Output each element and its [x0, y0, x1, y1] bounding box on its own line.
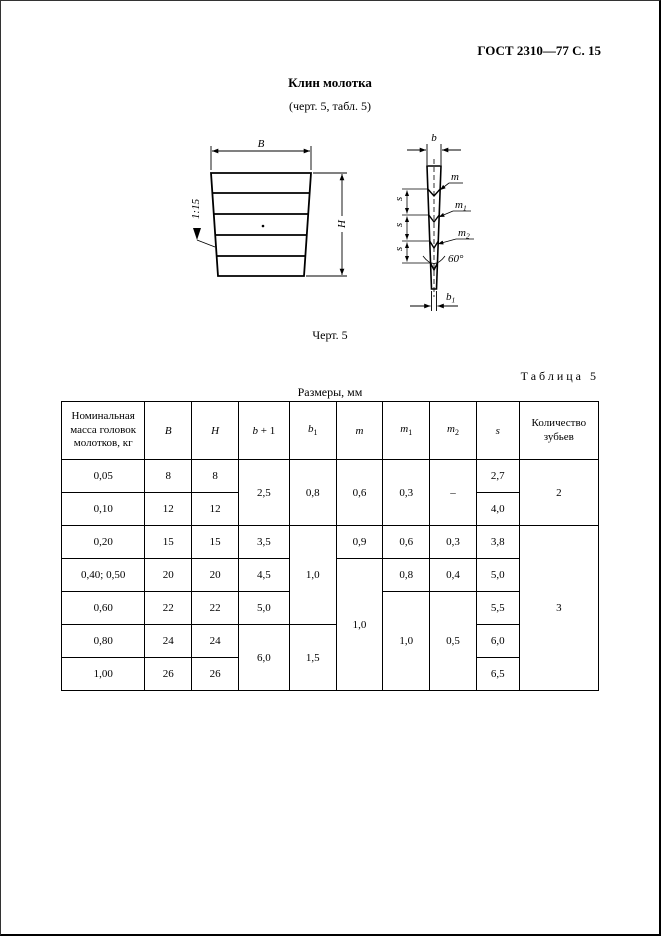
- dim-label-m: m: [451, 171, 459, 183]
- dim-label-H: H: [336, 220, 348, 228]
- cell-B: 24: [145, 625, 192, 658]
- cell-b-plus-1: 6,0: [238, 625, 289, 691]
- cell-b-plus-1: 3,5: [238, 526, 289, 559]
- cell-m: 0,6: [336, 460, 383, 526]
- cell-m2: 0,5: [430, 592, 477, 691]
- cell-B: 26: [145, 658, 192, 691]
- cell-mass: 0,10: [62, 493, 145, 526]
- cell-m1: 0,6: [383, 526, 430, 559]
- taper-symbol-icon: [193, 228, 201, 240]
- col-header-b-plus-1: b + 1: [238, 402, 289, 460]
- table-row: [62, 460, 599, 493]
- cell-s: 4,0: [476, 493, 519, 526]
- cell-mass: 1,00: [62, 658, 145, 691]
- page-subtitle: (черт. 5, табл. 5): [288, 99, 372, 113]
- cell-H: 8: [192, 460, 239, 493]
- cell-mass: 0,80: [62, 625, 145, 658]
- taper-label: 1:15: [190, 198, 202, 220]
- cell-b1: 1,5: [289, 625, 336, 691]
- table-header-row: [62, 402, 599, 460]
- dim-label-s3: s: [393, 246, 405, 252]
- cell-H: 15: [192, 526, 239, 559]
- cell-s: 5,0: [476, 559, 519, 592]
- cell-mass: 0,20: [62, 526, 145, 559]
- cell-teeth: 3: [519, 526, 598, 691]
- cell-H: 24: [192, 625, 239, 658]
- angle-label: 60°: [448, 253, 464, 265]
- wedge-body-outline: [211, 173, 311, 276]
- cell-s: 6,5: [476, 658, 519, 691]
- cell-m1: 1,0: [383, 592, 430, 691]
- cell-B: 12: [145, 493, 192, 526]
- cell-mass: 0,60: [62, 592, 145, 625]
- cell-b-plus-1: 5,0: [238, 592, 289, 625]
- drawing-canvas: [146, 125, 526, 337]
- cell-m: 1,0: [336, 559, 383, 691]
- cell-s: 3,8: [476, 526, 519, 559]
- cell-B: 22: [145, 592, 192, 625]
- cell-b-plus-1: 2,5: [238, 460, 289, 526]
- col-header-m: m: [336, 402, 383, 460]
- technical-drawing: [146, 125, 526, 337]
- cell-B: 15: [145, 526, 192, 559]
- wedge-side-view: [193, 146, 347, 276]
- cell-teeth: 2: [519, 460, 598, 526]
- dim-label-m2: $m_2$: [458, 227, 470, 241]
- col-header-teeth: Количество зубьев: [519, 402, 598, 460]
- center-mark: [262, 225, 265, 228]
- dim-label-b: b: [431, 132, 437, 144]
- dim-label-B: B: [257, 138, 265, 150]
- doc-header: ГОСТ 2310—77 С. 15: [477, 43, 601, 58]
- cell-H: 12: [192, 493, 239, 526]
- cell-mass: 0,40; 0,50: [62, 559, 145, 592]
- cell-s: 5,5: [476, 592, 519, 625]
- cell-B: 8: [145, 460, 192, 493]
- cell-m2: 0,4: [430, 559, 477, 592]
- page-title: Клин молотка: [288, 75, 372, 90]
- cell-s: 6,0: [476, 625, 519, 658]
- col-header-B: B: [145, 402, 192, 460]
- col-header-H: H: [192, 402, 239, 460]
- dimensions-table: [61, 401, 599, 691]
- cell-b-plus-1: 4,5: [238, 559, 289, 592]
- cell-m2: 0,3: [430, 526, 477, 559]
- col-header-b1: $b_1$: [289, 402, 336, 460]
- col-header-s: s: [476, 402, 519, 460]
- dim-label-s1: s: [393, 196, 405, 202]
- cell-m2: –: [430, 460, 477, 526]
- dim-label-s2: s: [393, 222, 405, 228]
- cell-B: 20: [145, 559, 192, 592]
- cell-m1: 0,8: [383, 559, 430, 592]
- cell-b1: 1,0: [289, 526, 336, 625]
- figure-caption: Черт. 5: [312, 328, 348, 342]
- cell-m: 0,9: [336, 526, 383, 559]
- cell-b1: 0,8: [289, 460, 336, 526]
- col-header-m1: $m_1$: [383, 402, 430, 460]
- cell-H: 20: [192, 559, 239, 592]
- cell-H: 26: [192, 658, 239, 691]
- cell-s: 2,7: [476, 460, 519, 493]
- col-header-mass: Номинальная масса головок молотков, кг: [62, 402, 145, 460]
- table-row: [62, 625, 599, 658]
- cell-m1: 0,3: [383, 460, 430, 526]
- col-header-m2: $m_2$: [430, 402, 477, 460]
- dim-label-m1: $m_1$: [455, 199, 467, 213]
- cell-mass: 0,05: [62, 460, 145, 493]
- cell-H: 22: [192, 592, 239, 625]
- table-row: [62, 526, 599, 559]
- table-label: Таблица 5: [520, 369, 599, 383]
- table-caption: Размеры, мм: [297, 385, 363, 399]
- dim-label-b1: $b_1$: [446, 291, 456, 305]
